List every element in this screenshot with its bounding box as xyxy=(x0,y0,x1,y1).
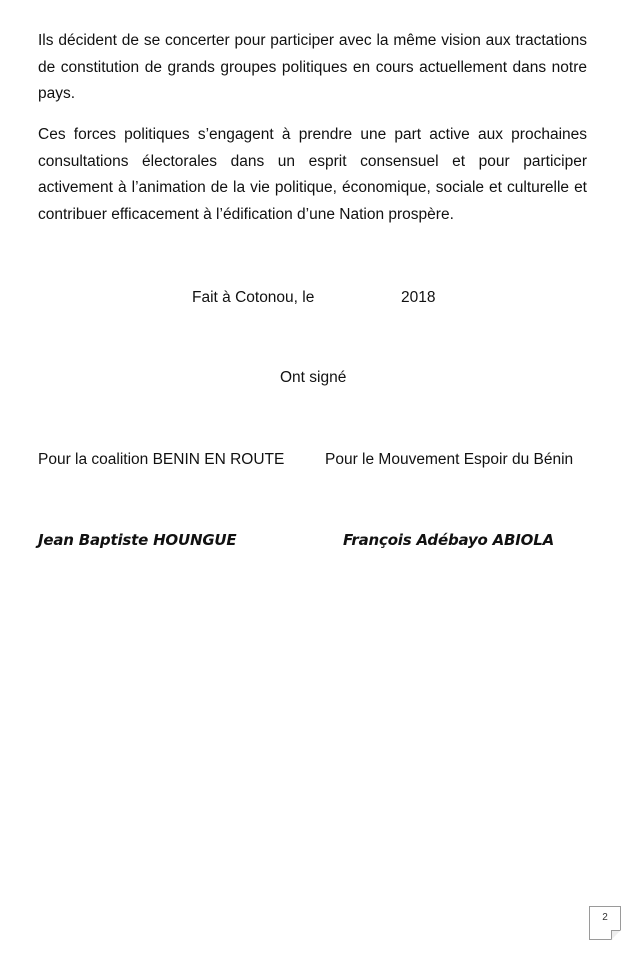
place-date-label: Fait à Cotonou, le xyxy=(192,289,315,306)
signatory-abiola: François Adébayo ABIOLA xyxy=(343,531,554,549)
signatory-houngue: Jean Baptiste HOUNGUE xyxy=(38,531,237,549)
party-benin-en-route: Pour la coalition BENIN EN ROUTE xyxy=(38,451,285,468)
paragraph-engagement: Ces forces politiques s’engagent à prendre une part active aux prochaines consultations électorales dans un esprit consensuel et pour participer activement à l’animation de la vie politique, économique, sociale et culturelle et contribuer efficacement à l’édification d’une Nation prospère. xyxy=(38,126,587,223)
signed-label: Ont signé xyxy=(280,369,347,386)
paragraph-concertation: Ils décident de se concerter pour participer avec la même vision aux tractations de constitution de grands groupes politiques en cours actuellement dans notre pays. xyxy=(38,32,587,102)
date-year: 2018 xyxy=(401,289,436,306)
page-corner-fold-icon xyxy=(611,930,621,940)
party-mouvement-espoir: Pour le Mouvement Espoir du Bénin xyxy=(325,451,574,468)
page-number: 2 xyxy=(602,912,608,923)
